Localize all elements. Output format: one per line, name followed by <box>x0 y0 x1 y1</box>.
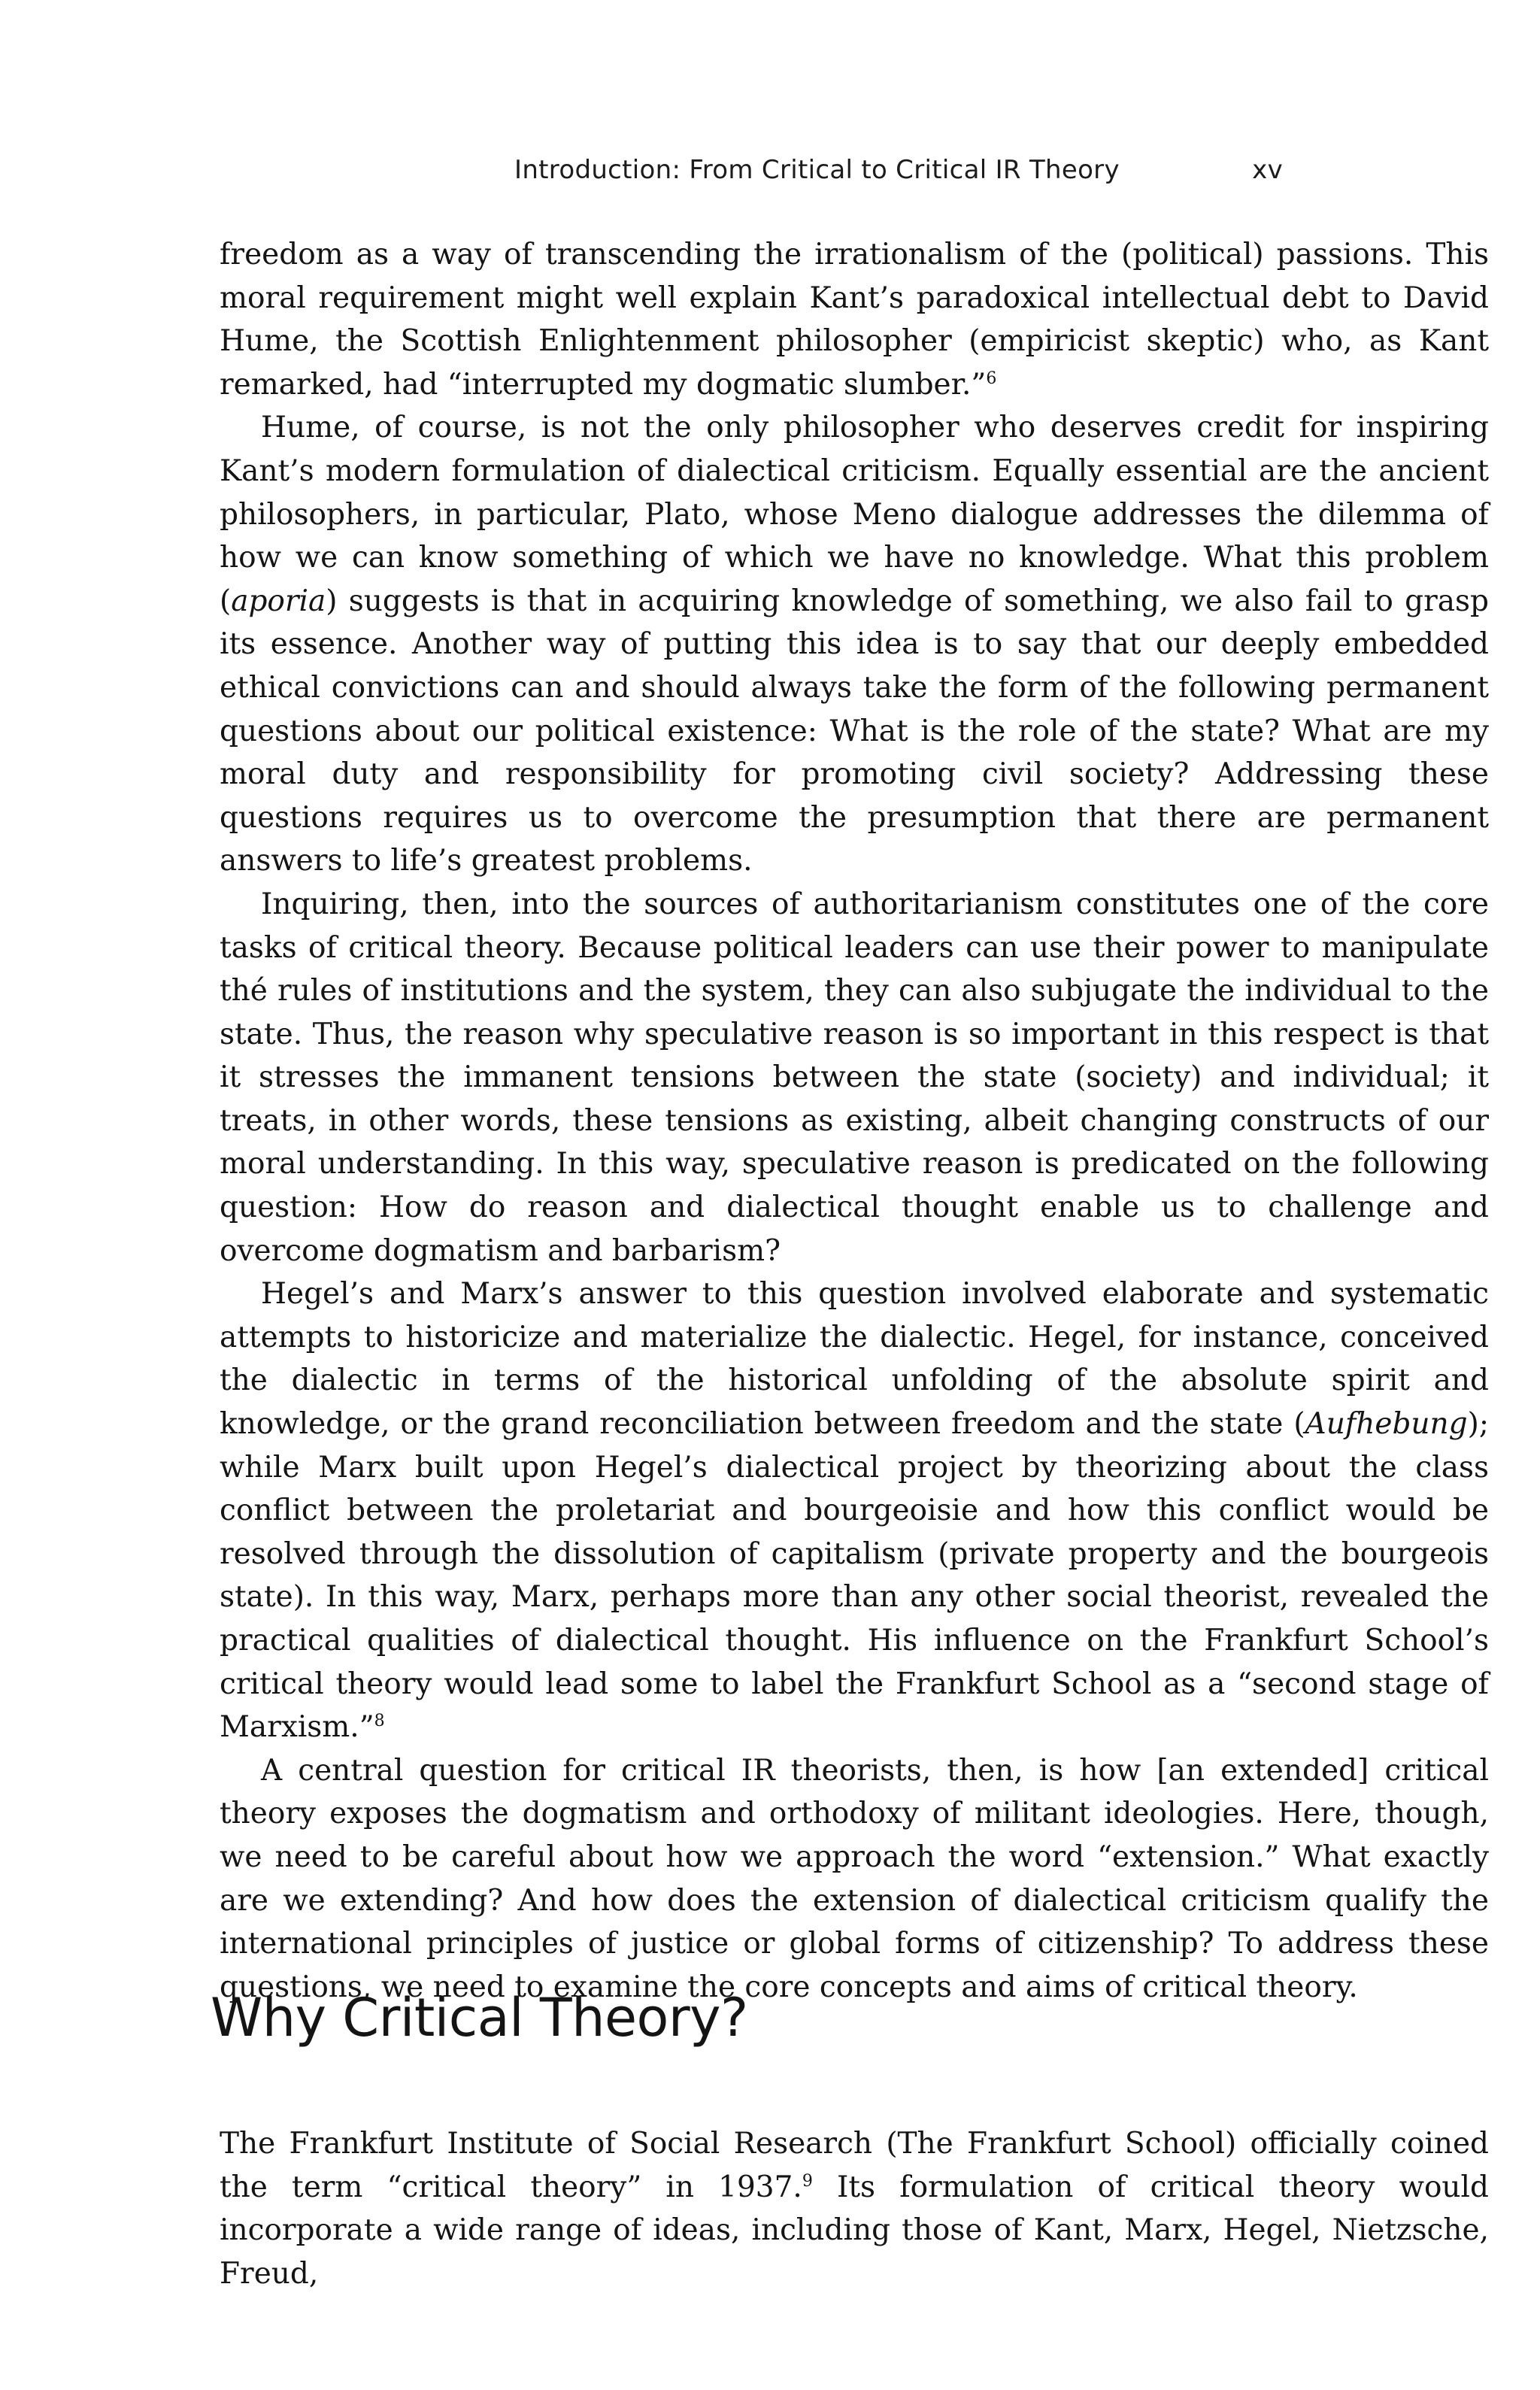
paragraph-2 <box>220 406 1489 883</box>
section-heading: Why Critical Theory? <box>211 1987 748 2049</box>
paragraph-4 <box>220 1272 1489 1749</box>
paragraph-5 <box>220 1749 1489 2009</box>
section-paragraph-1-text-a: The Frankfurt Institute of Social Research (The Frankfurt School) officially coined the term “critical theory” in 1937. <box>220 2127 1489 2204</box>
section-paragraph-1 <box>220 2122 1489 2295</box>
footnote-ref-8: 8 <box>374 1712 385 1731</box>
paragraph-2-text-b: ) suggests is that in acquiring knowledge of something, we also fail to grasp its essence. Another way of putting this idea is to say that our deeply embedded ethical convictions can and should always take the form of the following permanent questions about our political existence: What is the role of the state? What are my moral duty and responsibility for promoting civil society? Addressing these questions requires us to overcome the presumption that there are permanent answers to life’s greatest problems. <box>220 584 1489 878</box>
paragraph-1 <box>220 233 1489 406</box>
paragraph-4-text-b: ); while Marx built upon Hegel’s dialectical project by theorizing about the class conflict between the proletariat and bourgeoisie and how this conflict would be resolved through the dissolution of capitalism (private property and the bourgeois state). In this way, Marx, perhaps more than any other social theorist, revealed the practical qualities of dialectical thought. His influence on the Frankfurt School’s critical theory would lead some to label the Frankfurt School as a “second stage of Marxism.” <box>220 1407 1489 1745</box>
paragraph-1-text: freedom as a way of transcending the irrationalism of the (political) passions. This moral requirement might well explain Kant’s paradoxical intellectual debt to David Hume, the Scottish Enlightenment philosopher (empiricist skeptic) who, as Kant remarked, had “interrupted my dogmatic slumber.” <box>220 238 1489 402</box>
paragraph-3 <box>220 883 1489 1272</box>
running-header <box>220 147 1283 193</box>
paragraph-2-text-a: Hume, of course, is not the only philosopher who deserves credit for inspiring Kant’s modern formulation of dialectical criticism. Equally essential are the ancient philosophers, in particular, Plato, whose Meno dialogue addresses the dilemma of how we can know something of which we have no knowledge. What this problem ( <box>220 411 1489 618</box>
section-text <box>220 2122 1489 2295</box>
running-title: Introduction: From Critical to Critical IR Theory <box>514 155 1120 185</box>
body-text <box>220 233 1489 2009</box>
section-paragraph-1-text-b: Its formulation of critical theory would incorporate a wide range of ideas, including those of Kant, Marx, Hegel, Nietzsche, Freud, <box>220 2170 1489 2291</box>
paragraph-4-italic: Aufhebung <box>1305 1407 1468 1442</box>
paragraph-2-italic: aporia <box>231 584 326 618</box>
paragraph-5-text: A central question for critical IR theorists, then, is how [an extended] critical theory exposes the dogmatism and orthodoxy of militant ideologies. Here, though, we need to be careful about how we approach the word “extension.” What exactly are we extending? And how does the extension of dialectical criticism qualify the international principles of justice or global forms of citizenship? To address these questions, we need to examine the core concepts and aims of critical theory. <box>220 1753 1489 2004</box>
footnote-ref-9: 9 <box>802 2171 813 2191</box>
footnote-ref-6: 6 <box>986 369 997 388</box>
paragraph-4-text-a: Hegel’s and Marx’s answer to this question involved elaborate and systematic attempts to historicize and materialize the dialectic. Hegel, for instance, conceived the dialectic in terms of the historical unfolding of the absolute spirit and knowledge, or the grand reconciliation between freedom and the state ( <box>220 1277 1489 1442</box>
paragraph-3-text: Inquiring, then, into the sources of authoritarianism constitutes one of the core tasks of critical theory. Because political leaders can use their power to manipulate thé rules of institutions and the system, they can also subjugate the individual to the state. Thus, the reason why speculative reason is so important in this respect is that it stresses the immanent tensions between the state (society) and individual; it treats, in other words, these tensions as existing, albeit changing constructs of our moral understanding. In this way, speculative reason is predicated on the following question: How do reason and dialectical thought enable us to challenge and overcome dogmatism and barbarism? <box>220 887 1489 1268</box>
page-number: xv <box>1252 155 1283 185</box>
